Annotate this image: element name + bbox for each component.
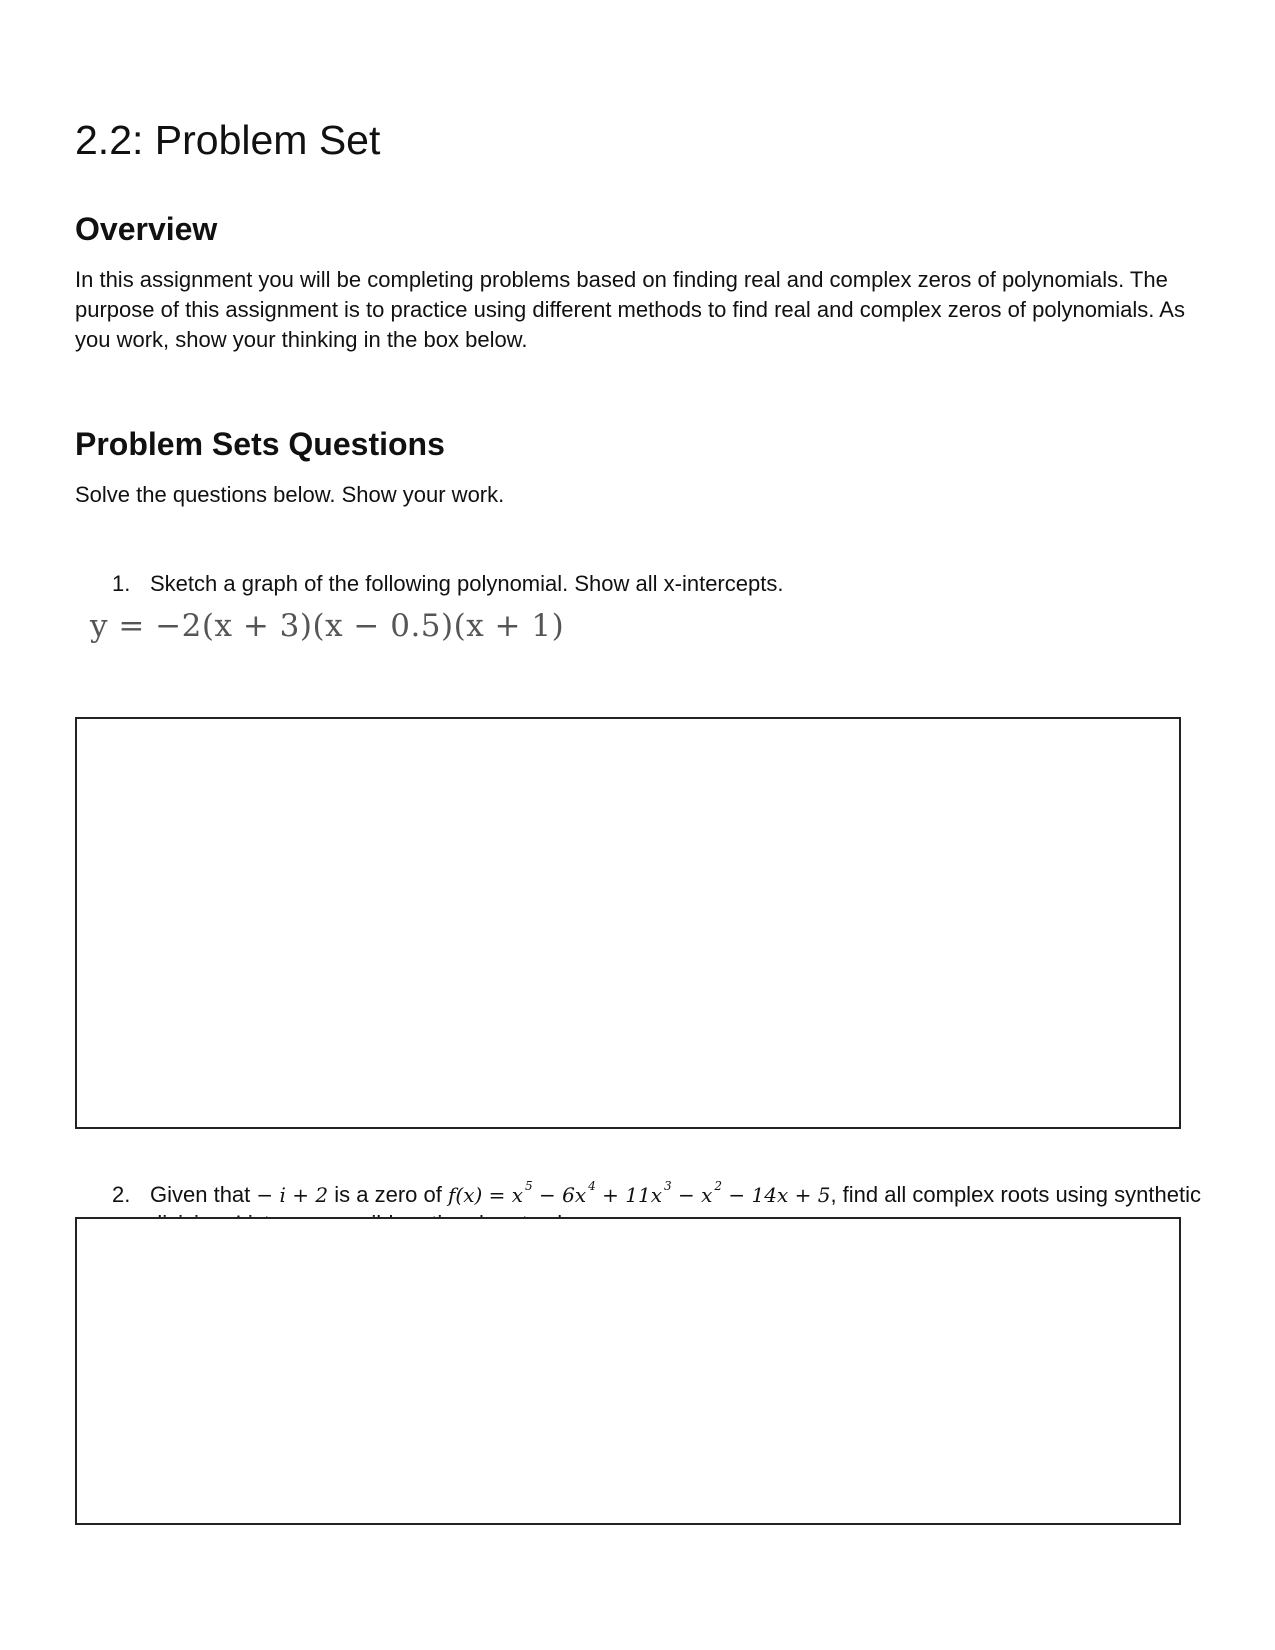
exponent-5: 5 [525, 1179, 533, 1193]
question-text-start: Given that [150, 1182, 251, 1207]
question-number: 2. [112, 1182, 131, 1207]
instructions-text: Solve the questions below. Show your work. [75, 482, 505, 507]
exponent-4: 4 [588, 1179, 596, 1193]
exponent-2: 2 [714, 1179, 723, 1193]
function-term: + 11x [595, 1183, 662, 1207]
given-zero: − i + 2 [256, 1183, 329, 1207]
answer-box-2[interactable] [75, 1217, 1181, 1525]
answer-box-1[interactable] [75, 717, 1181, 1129]
exponent-3: 3 [664, 1179, 672, 1193]
function-term: − x [671, 1183, 713, 1207]
overview-heading: Overview [75, 211, 218, 247]
overview-text: In this assignment you will be completing problems based on finding real and complex zeros of polynomials. The purpose of this assignment is to practice using different methods to find real and complex zeros of polynomials. As you work, show your thinking in the box below. [75, 267, 1185, 352]
function-expression [447, 1179, 831, 1207]
polynomial-equation: y = −2(x + 3)(x − 0.5)(x + 1) [90, 608, 565, 644]
problem-sets-heading: Problem Sets Questions [75, 426, 445, 462]
question-number: 1. [112, 571, 131, 596]
function-term: − 14x + 5 [722, 1183, 831, 1207]
function-term: − 6x [532, 1183, 587, 1207]
question-text-middle: is a zero of [334, 1182, 442, 1207]
question-text: Sketch a graph of the following polynomial. Show all x-intercepts. [150, 571, 784, 596]
question-1 [112, 571, 1202, 597]
function-lhs: f(x) = x [447, 1183, 524, 1207]
page-title: 2.2: Problem Set [75, 117, 381, 163]
question-text-end: , find all complex roots using synthetic [830, 1182, 1201, 1207]
